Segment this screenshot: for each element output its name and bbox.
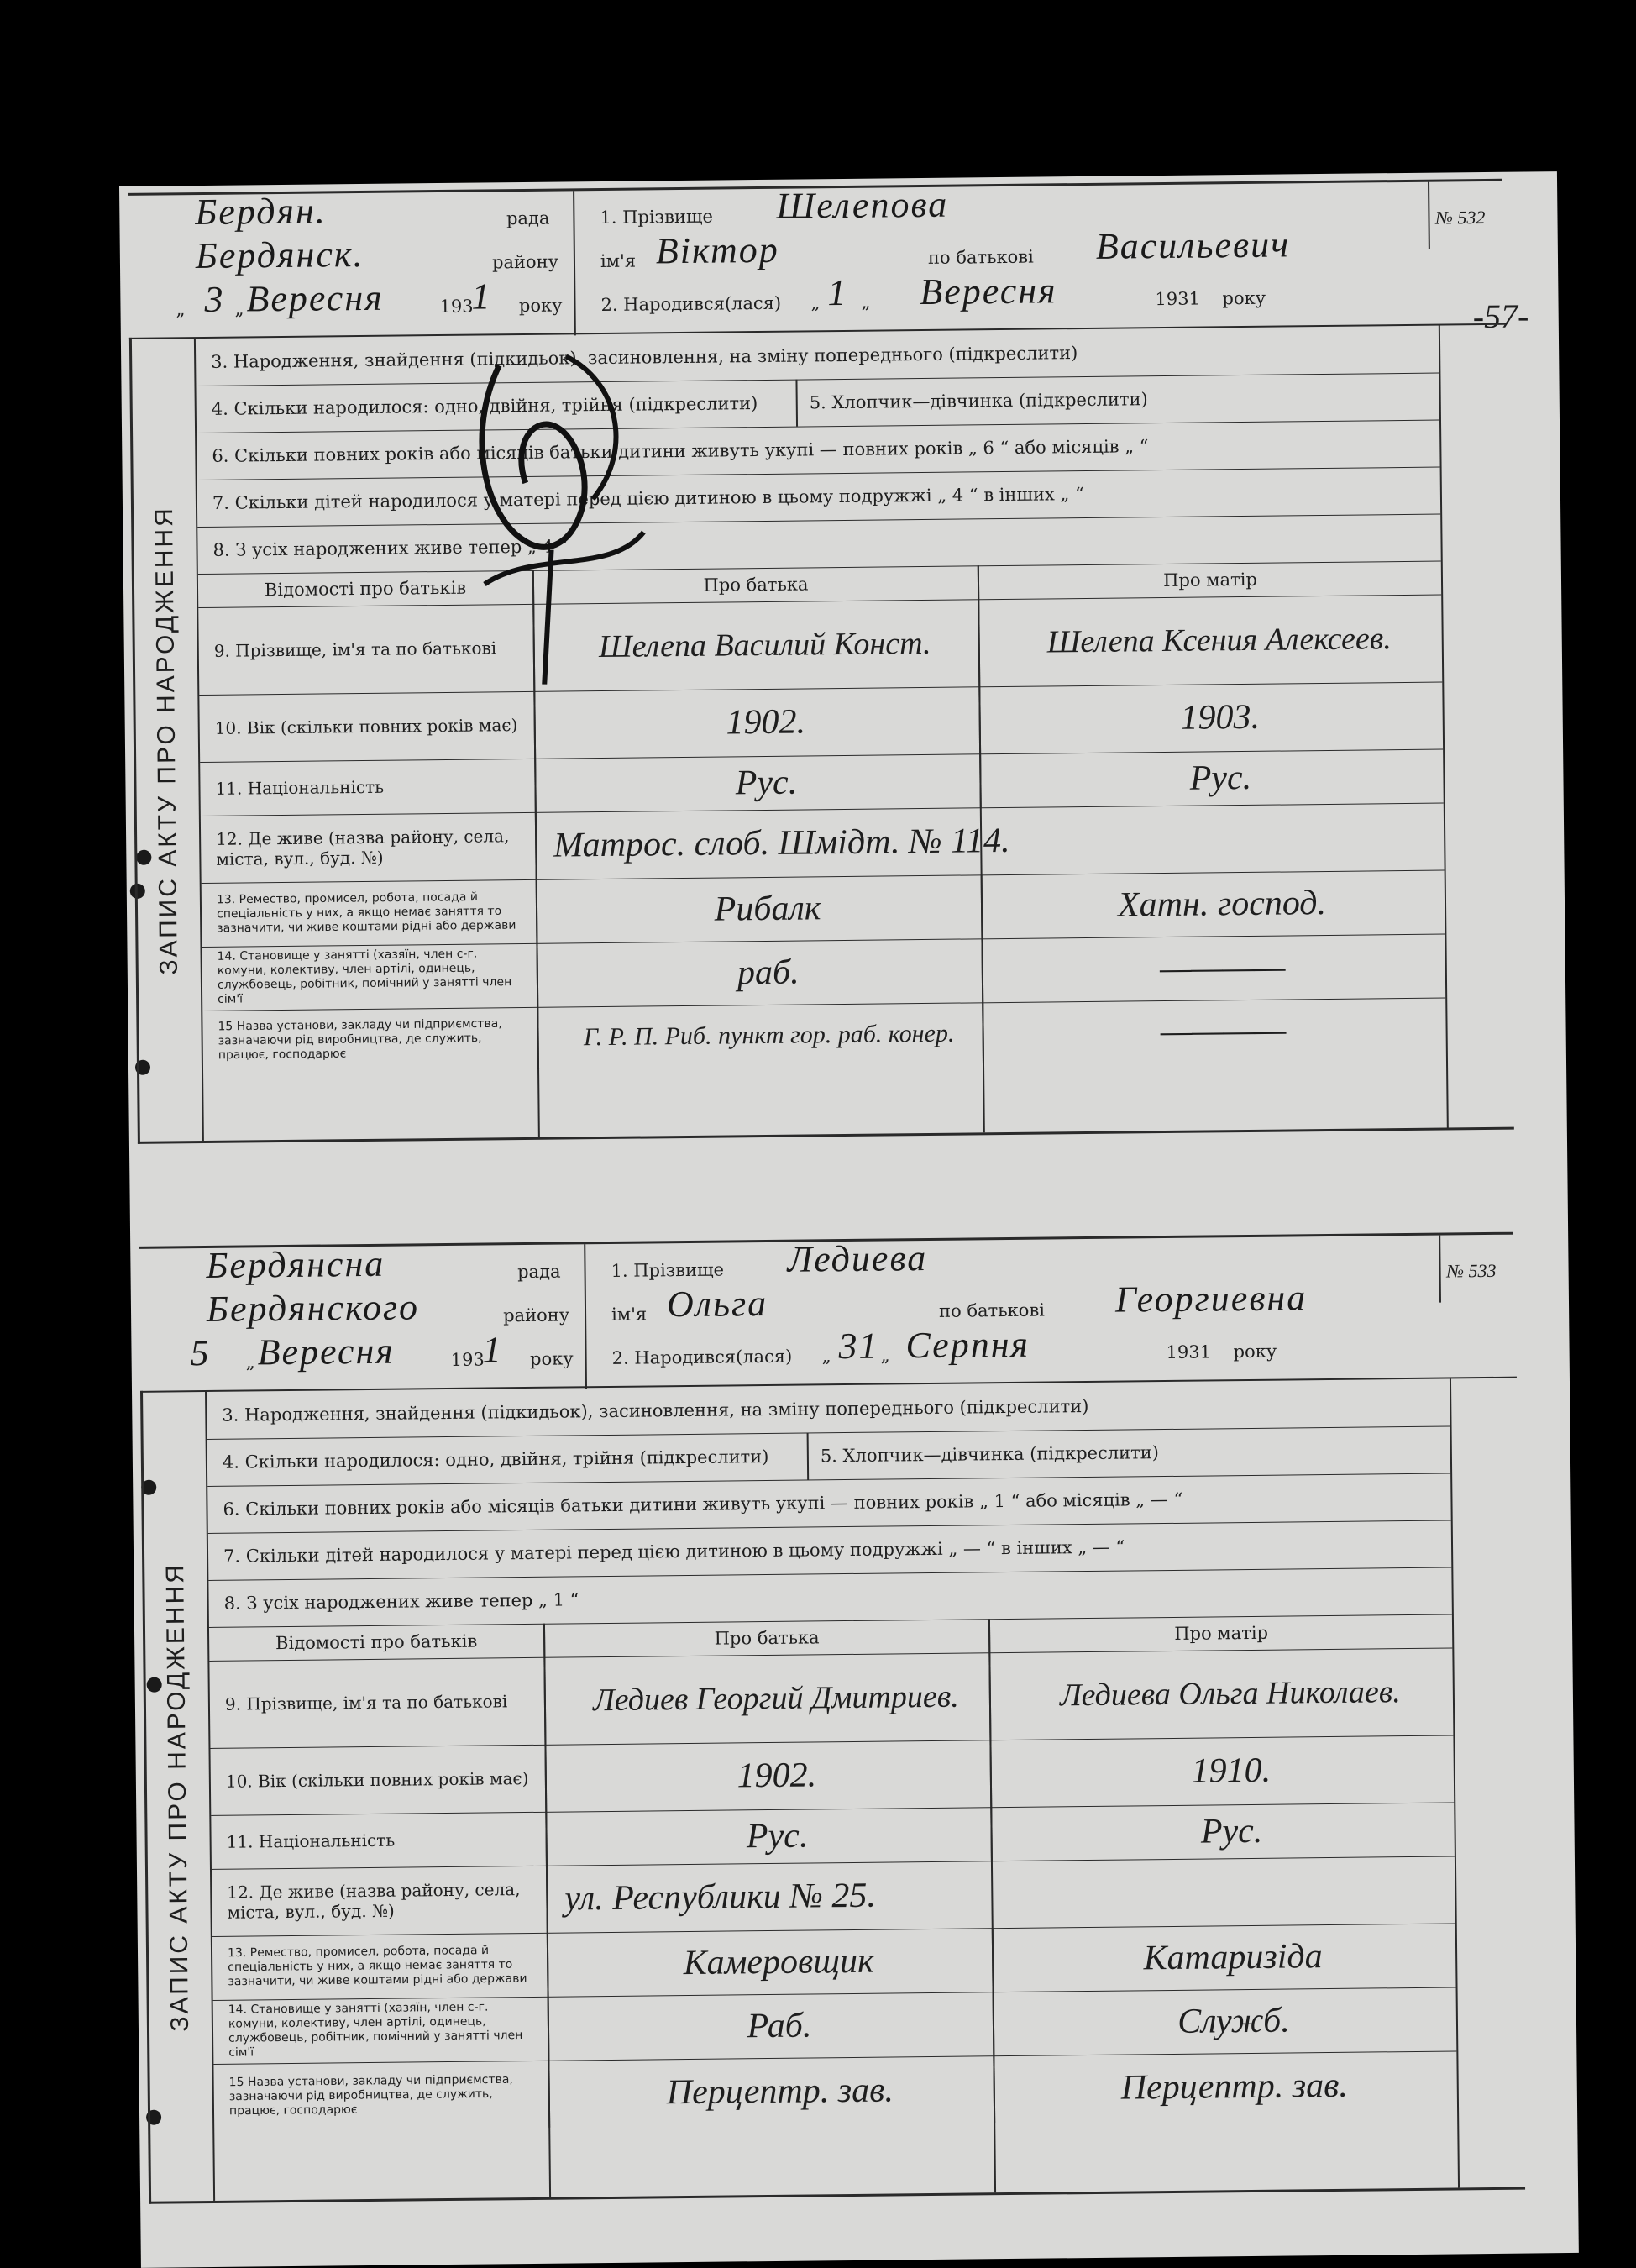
table-row-nationality: 11. Національність Рус. Рус.: [211, 1802, 1455, 1869]
table-row-occupation: 13. Ремество, промисел, робота, посада й спеціальність у них, а якщо немає заняття то зазначити, чи живе коштами рідні або держави Камеровщик Катаризіда: [212, 1923, 1456, 2000]
table-row-nationality: 11. Національність Рус. Рус.: [200, 749, 1444, 816]
district-handwritten: Бердянского: [206, 1286, 420, 1330]
reg-day: 3: [204, 278, 225, 320]
row-3: 3. Народження, знайдення (підкидьок), засиновлення, на зміну попереднього (підкреслити): [196, 326, 1439, 386]
reg-year-hand: 1: [482, 1329, 503, 1371]
born-year: 1931: [1166, 1341, 1212, 1363]
born-month: Вересня: [920, 270, 1057, 313]
record-number: № 533: [1446, 1259, 1497, 1282]
table-row-name: 9. Прізвище, ім'я та по батькові Шелепа Василий Конст. Шелепа Ксения Алексеев.: [198, 595, 1442, 696]
side-title: ЗАПИС АКТУ ПРО НАРОДЖЕННЯ: [149, 505, 183, 975]
reg-year-hand: 1: [471, 276, 492, 318]
roku-label: року: [1233, 1341, 1277, 1362]
record-fields: [194, 326, 1449, 1141]
raionu-label: району: [491, 251, 559, 273]
record-fields: [205, 1378, 1460, 2200]
table-header: Відомості про батьків Про батька Про матір: [209, 1614, 1452, 1661]
row-4-5: 4. Скільки народилося: одно, двійня, трійня (підкреслити) 5. Хлопчик—дівчинка (підкреслити): [196, 373, 1439, 433]
surname-label: 1. Прізвище: [600, 206, 713, 228]
birth-record-2: [139, 1232, 1523, 2204]
table-row-workplace: 15 Назва установи, закладу чи підприємства, зазначаючи рід виробництва, де служить, працює, господарює Г. Р. П. Риб. пункт гор. раб. конер. ————: [202, 998, 1446, 1073]
reg-year-prefix: 193: [450, 1349, 485, 1370]
header-right: 1. Прізвище Шелепова ім'я Віктор по батькові Васильевич 2. Народився(лася) „ 1 „ Вересня 1931 року № 532: [574, 181, 1503, 336]
row-7: 7. Скільки дітей народилося у матері перед цією дитиною в цьому подружжі „ 4 “ в інших „ “: [197, 467, 1441, 528]
district-handwritten: Бердянск.: [195, 233, 364, 277]
roku-label: року: [518, 295, 563, 317]
table-row-age: 10. Вік (скільки повних років має) 1902. 1903.: [199, 682, 1443, 763]
rada-label: рада: [517, 1261, 561, 1283]
table-row-workplace: 15 Назва установи, закладу чи підприємства, зазначаючи рід виробництва, де служить, працює, господарює Перцептр. зав. Перцептр. зав.: [213, 2050, 1457, 2130]
surname-label: 1. Прізвище: [611, 1259, 725, 1281]
roku-label: року: [529, 1348, 574, 1369]
record-body: [129, 323, 1514, 1144]
row-4-5: 4. Скільки народилося: одно, двійня, трійня (підкреслити) 5. Хлопчик—дівчинка (підкреслити): [207, 1425, 1451, 1486]
born-month: Серпня: [905, 1323, 1030, 1367]
village-handwritten: Бердянсна: [206, 1242, 385, 1286]
reg-month: Вересня: [246, 276, 384, 320]
village-handwritten: Бердян.: [195, 190, 328, 234]
reg-day: 5: [190, 1331, 211, 1374]
table-row-name: 9. Прізвище, ім'я та по батькові Ледиев Георгий Дмитриев. Ледиева Ольга Николаев.: [209, 1647, 1453, 1748]
margin-number: -57-: [1472, 297, 1529, 336]
name-label: ім'я: [600, 250, 637, 272]
name-value: Віктор: [655, 228, 779, 272]
name-label: ім'я: [611, 1304, 648, 1325]
parents-table: [198, 561, 1447, 1141]
row-6: 6. Скільки повних років або місяців батьки дитини живуть укупі — повних років „ 1 “ або місяців „ — “: [207, 1473, 1451, 1533]
surname-value: Ледиева: [787, 1236, 928, 1280]
patronymic-value: Георгиевна: [1114, 1277, 1308, 1320]
record-header: [139, 1232, 1514, 1394]
table-row-age: 10. Вік (скільки повних років має) 1902. 1910.: [210, 1735, 1454, 1815]
row-6: 6. Скільки повних років або місяців батьки дитини живуть укупі — повних років „ 6 “ або місяців „ “: [197, 420, 1440, 480]
table-row-address: 12. Де живе (назва району, села, міста, вул., буд. №) Матрос. слоб. Шмідт. № 114.: [201, 803, 1445, 884]
table-row-position: 14. Становище у занятті (хазяїн, член с-г. комуни, колективу, член артілі, одинець, службовець, робітник, помічний у занятті член сім'ї раб. ————: [202, 934, 1445, 1011]
table-row-address: 12. Де живе (назва району, села, міста, вул., буд. №) ул. Республики № 25.: [212, 1856, 1455, 1936]
name-value: Ольга: [666, 1282, 768, 1326]
header-left: Бердян. рада Бердянск. району „ 3 „ Вересня 193 1 року: [128, 191, 576, 340]
born-day: 31: [838, 1325, 879, 1368]
roku-label: року: [1222, 287, 1266, 309]
row-3: 3. Народження, знайдення (підкидьок), засиновлення, на зміну попереднього (підкреслити): [207, 1378, 1450, 1439]
record-body: [140, 1377, 1525, 2204]
patronymic-label: по батькові: [938, 1299, 1046, 1321]
patronymic-value: Васильевич: [1095, 223, 1291, 267]
born-day: 1: [827, 271, 848, 314]
header-right: 1. Прізвище Ледиева ім'я Ольга по батькові Георгиевна 2. Народився(лася) „ 31 „ Серпня 1931 року № 533: [585, 1235, 1514, 1389]
surname-value: Шелепова: [776, 183, 949, 227]
table-row-occupation: 13. Ремество, промисел, робота, посада й спеціальність у них, а якщо немає заняття то зазначити, чи живе коштами рідні або держави Рибалк Хатн. господ.: [202, 870, 1445, 948]
row-8: 8. З усіх народжених живе тепер „ 1 “: [208, 1567, 1452, 1627]
side-title: ЗАПИС АКТУ ПРО НАРОДЖЕННЯ: [161, 1562, 194, 2032]
raionu-label: району: [503, 1305, 570, 1326]
patronymic-label: по батькові: [927, 246, 1034, 268]
born-year: 1931: [1155, 288, 1201, 310]
row-8: 8. З усіх народжених живе тепер „ 4 “: [197, 514, 1441, 575]
reg-month: Вересня: [257, 1330, 395, 1373]
table-header: Відомості про батьків Про батька Про матір: [198, 561, 1441, 608]
reg-year-prefix: 193: [439, 296, 474, 318]
born-label: 2. Народився(лася): [611, 1346, 793, 1368]
birth-record-1: [128, 179, 1529, 1144]
document-sheet: [119, 171, 1579, 2268]
rada-label: рада: [506, 207, 550, 229]
row-7: 7. Скільки дітей народилося у матері перед цією дитиною в цьому подружжі „ — “ в інших „ — “: [208, 1520, 1452, 1580]
record-header: [128, 179, 1503, 340]
header-left: Бердянсна рада Бердянского району 5 „ Вересня 193 1 року: [139, 1244, 587, 1394]
born-label: 2. Народився(лася): [600, 292, 782, 316]
table-row-position: 14. Становище у занятті (хазяїн, член с-г. комуни, колективу, член артілі, одинець, службовець, робітник, помічний у занятті член сім'ї Раб. Служб.: [213, 1987, 1457, 2064]
handwritten-stamp: [448, 330, 670, 685]
record-number: № 532: [1435, 206, 1486, 228]
parents-table: [209, 1614, 1458, 2200]
